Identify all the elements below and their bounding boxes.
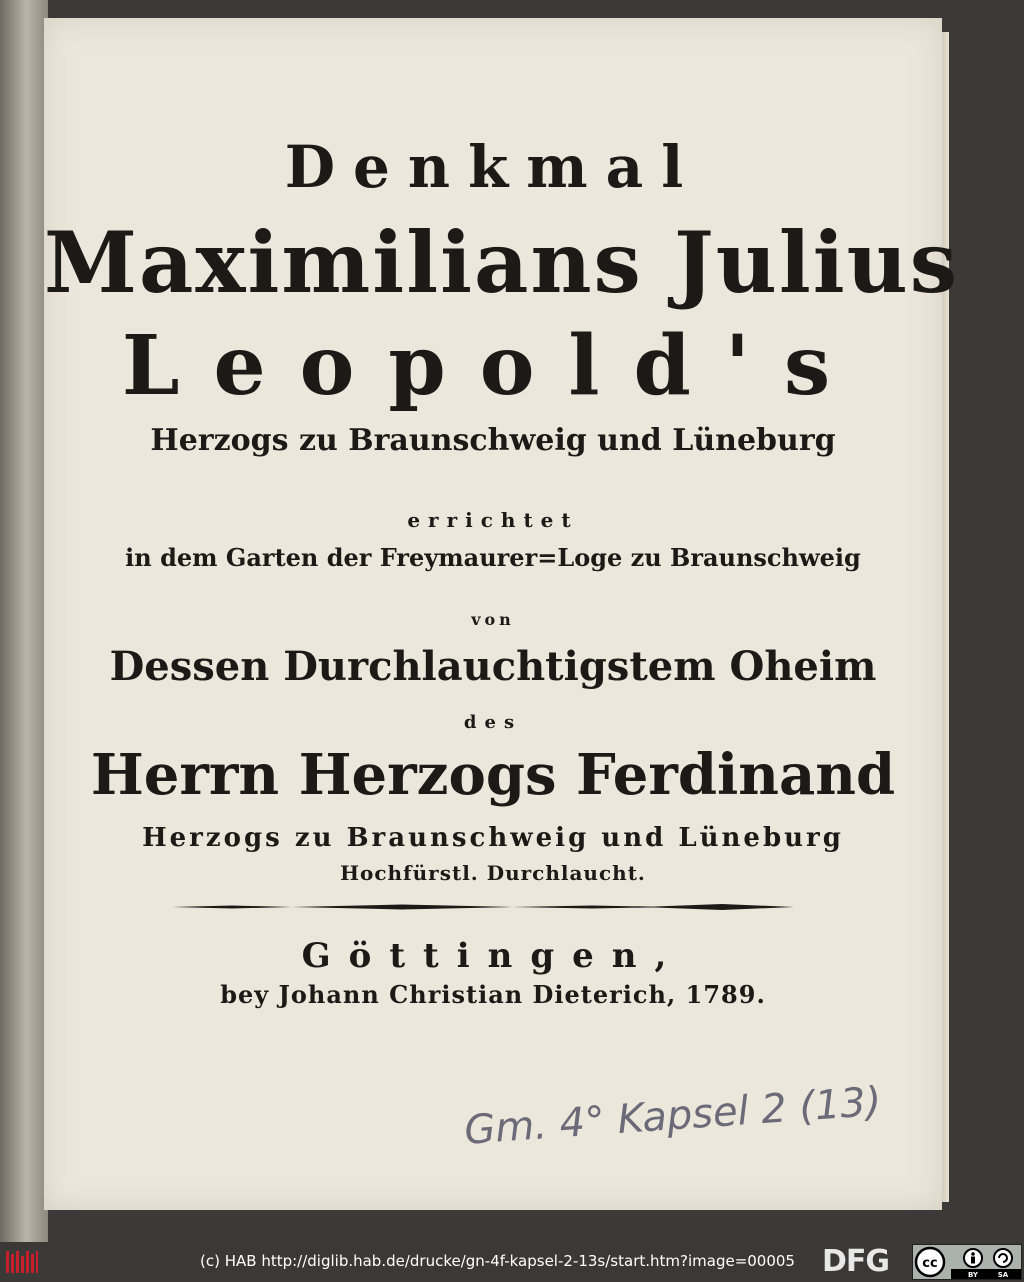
hab-logo-icon [4, 1248, 40, 1276]
imprint-place: Göttingen, [301, 936, 685, 976]
svg-text:cc: cc [922, 1256, 938, 1271]
imprint-publisher: bey Johann Christian Dieterich, 1789. [220, 980, 766, 1009]
ornamental-rule [172, 904, 794, 910]
copyright-credit: (c) HAB http://diglib.hab.de/drucke/gn-4f-kapsel-2-13s/start.htm?image=00005 [200, 1252, 795, 1270]
handwritten-shelfmark: Gm. 4° Kapsel 2 (13) [462, 1078, 883, 1154]
title-line-errichtet: errichtet [407, 508, 579, 532]
license-sa-label: SA [997, 1271, 1009, 1279]
title-line-ferdinand: Herrn Herzogs Ferdinand [90, 742, 896, 808]
footer-bar [0, 1242, 1024, 1282]
title-line-garden: in dem Garten der Freymaurer=Loge zu Braunschweig [125, 543, 861, 572]
title-line-oheim: Dessen Durchlauchtigstem Oheim [109, 643, 877, 690]
title-line-duke-2: Herzogs zu Braunschweig und Lüneburg [142, 823, 844, 853]
title-line-von: von [471, 610, 515, 629]
cc-by-sa-icon [912, 1244, 1022, 1280]
title-line-name: Maximilians Julius [44, 213, 960, 312]
title-line-denkmal: Denkmal [284, 133, 702, 201]
title-line-des: des [463, 712, 523, 733]
title-line-leopolds: Leopold's [121, 318, 865, 414]
title-page [44, 18, 960, 1210]
dfg-logo: DFG [822, 1244, 890, 1279]
adjacent-leaf [0, 0, 48, 1242]
license-by-label: BY [967, 1271, 979, 1279]
title-line-duke-1: Herzogs zu Braunschweig und Lüneburg [150, 423, 836, 458]
title-line-hochfuerstl: Hochfürstl. Durchlaucht. [340, 861, 646, 885]
